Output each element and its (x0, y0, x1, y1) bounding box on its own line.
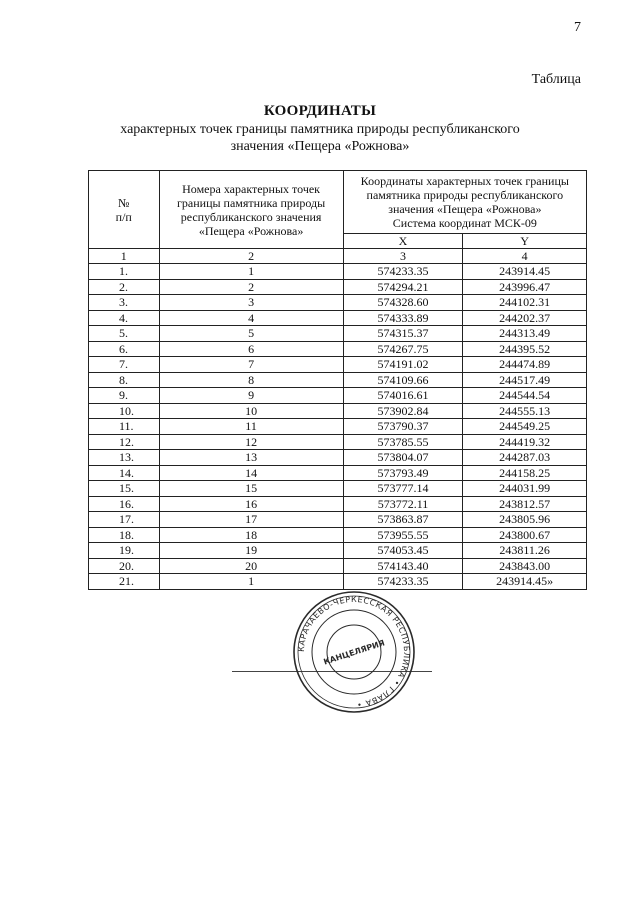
row-x-coordinate: 573804.07 (343, 450, 463, 466)
row-point: 16 (159, 496, 343, 512)
row-number: 16. (89, 496, 160, 512)
row-number: 10. (89, 403, 160, 419)
row-point: 2 (159, 279, 343, 295)
row-number: 15. (89, 481, 160, 497)
table-row (89, 465, 587, 481)
header-coord-system: Система координат МСК-09 (392, 216, 537, 230)
row-x-coordinate: 573785.55 (343, 434, 463, 450)
header-x: X (343, 234, 463, 249)
table-label: Таблица (531, 72, 581, 87)
row-y-coordinate: 243843.00 (463, 558, 587, 574)
row-number: 17. (89, 512, 160, 528)
row-y-coordinate: 244313.49 (463, 326, 587, 342)
table-row (89, 574, 587, 590)
row-x-coordinate: 573902.84 (343, 403, 463, 419)
row-point: 13 (159, 450, 343, 466)
row-point: 5 (159, 326, 343, 342)
table-row (89, 450, 587, 466)
table-row (89, 527, 587, 543)
row-x-coordinate: 574016.61 (343, 388, 463, 404)
table-row (89, 512, 587, 528)
row-number: 1. (89, 264, 160, 280)
row-point: 1 (159, 574, 343, 590)
row-y-coordinate: 244395.52 (463, 341, 587, 357)
header-y: Y (463, 234, 587, 249)
coordinates-table (88, 170, 587, 590)
row-number: 13. (89, 450, 160, 466)
table-row (89, 310, 587, 326)
table-header-row (89, 171, 587, 234)
table-row (89, 419, 587, 435)
row-y-coordinate: 243914.45 (463, 264, 587, 280)
row-point: 11 (159, 419, 343, 435)
row-number: 19. (89, 543, 160, 559)
document-subtitle-line2: значения «Пещера «Рожнова» (230, 139, 410, 154)
column-number: 3 (343, 249, 463, 264)
document-subtitle-line1: характерных точек границы памятника природы республиканского (120, 122, 520, 137)
title-block (0, 102, 640, 155)
row-point: 14 (159, 465, 343, 481)
row-y-coordinate: 243996.47 (463, 279, 587, 295)
row-x-coordinate: 574233.35 (343, 264, 463, 280)
table-body (89, 264, 587, 590)
table-row (89, 279, 587, 295)
header-num-label: п/п (115, 209, 132, 224)
table-row (89, 264, 587, 280)
row-number: 8. (89, 372, 160, 388)
column-number-row (89, 249, 587, 264)
row-point: 12 (159, 434, 343, 450)
row-x-coordinate: 573955.55 (343, 527, 463, 543)
row-x-coordinate: 574267.75 (343, 341, 463, 357)
table-row (89, 543, 587, 559)
row-point: 4 (159, 310, 343, 326)
seal-ring-text: КАРАЧАЕВО-ЧЕРКЕССКАЯ РЕСПУБЛИКА • ГЛАВА • (296, 594, 412, 709)
row-point: 15 (159, 481, 343, 497)
row-x-coordinate: 574333.89 (343, 310, 463, 326)
row-number: 20. (89, 558, 160, 574)
row-x-coordinate: 573777.14 (343, 481, 463, 497)
row-y-coordinate: 243811.26 (463, 543, 587, 559)
header-coords (343, 171, 586, 234)
row-y-coordinate: 244202.37 (463, 310, 587, 326)
table-row (89, 496, 587, 512)
table-row (89, 558, 587, 574)
row-point: 8 (159, 372, 343, 388)
column-number: 1 (89, 249, 160, 264)
table-row (89, 326, 587, 342)
row-number: 6. (89, 341, 160, 357)
header-point: Номера характерных точек границы памятника природы республиканского значения «Пещера «Рожнова» (159, 171, 343, 249)
office-seal (292, 590, 416, 714)
row-number: 18. (89, 527, 160, 543)
column-number: 2 (159, 249, 343, 264)
row-point: 6 (159, 341, 343, 357)
row-x-coordinate: 574191.02 (343, 357, 463, 373)
row-y-coordinate: 244555.13 (463, 403, 587, 419)
row-x-coordinate: 574053.45 (343, 543, 463, 559)
row-point: 3 (159, 295, 343, 311)
row-y-coordinate: 244549.25 (463, 419, 587, 435)
row-number: 3. (89, 295, 160, 311)
table-row (89, 341, 587, 357)
row-y-coordinate: 243812.57 (463, 496, 587, 512)
row-y-coordinate: 244158.25 (463, 465, 587, 481)
page-number: 7 (574, 20, 581, 35)
row-y-coordinate: 244544.54 (463, 388, 587, 404)
header-coords-label: Координаты характерных точек границы памятника природы республиканского значения «Пещера «Рожнова» (360, 174, 569, 216)
row-number: 12. (89, 434, 160, 450)
table-row (89, 403, 587, 419)
row-x-coordinate: 573772.11 (343, 496, 463, 512)
row-number: 4. (89, 310, 160, 326)
row-y-coordinate: 243805.96 (463, 512, 587, 528)
row-number: 9. (89, 388, 160, 404)
row-point: 20 (159, 558, 343, 574)
row-number: 2. (89, 279, 160, 295)
row-number: 14. (89, 465, 160, 481)
row-x-coordinate: 574109.66 (343, 372, 463, 388)
column-number: 4 (463, 249, 587, 264)
row-y-coordinate: 243914.45» (463, 574, 587, 590)
table-row (89, 372, 587, 388)
row-point: 19 (159, 543, 343, 559)
row-x-coordinate: 573863.87 (343, 512, 463, 528)
row-y-coordinate: 244031.99 (463, 481, 587, 497)
row-y-coordinate: 243800.67 (463, 527, 587, 543)
row-x-coordinate: 574315.37 (343, 326, 463, 342)
table-row (89, 388, 587, 404)
row-y-coordinate: 244517.49 (463, 372, 587, 388)
row-number: 5. (89, 326, 160, 342)
row-y-coordinate: 244102.31 (463, 295, 587, 311)
row-point: 17 (159, 512, 343, 528)
row-x-coordinate: 573790.37 (343, 419, 463, 435)
row-x-coordinate: 573793.49 (343, 465, 463, 481)
row-point: 18 (159, 527, 343, 543)
row-x-coordinate: 574233.35 (343, 574, 463, 590)
row-y-coordinate: 244474.89 (463, 357, 587, 373)
row-point: 7 (159, 357, 343, 373)
row-number: 7. (89, 357, 160, 373)
row-y-coordinate: 244419.32 (463, 434, 587, 450)
row-x-coordinate: 574328.60 (343, 295, 463, 311)
row-x-coordinate: 574294.21 (343, 279, 463, 295)
row-point: 9 (159, 388, 343, 404)
row-point: 1 (159, 264, 343, 280)
table-row (89, 481, 587, 497)
header-num (89, 171, 160, 249)
row-x-coordinate: 574143.40 (343, 558, 463, 574)
row-y-coordinate: 244287.03 (463, 450, 587, 466)
row-number: 11. (89, 419, 160, 435)
table-row (89, 434, 587, 450)
seal-center-text: КАНЦЕЛЯРИЯ (322, 638, 386, 667)
table-row (89, 357, 587, 373)
row-number: 21. (89, 574, 160, 590)
document-title: КООРДИНАТЫ (263, 103, 377, 119)
header-num-symbol: № (118, 195, 130, 210)
row-point: 10 (159, 403, 343, 419)
table-row (89, 295, 587, 311)
